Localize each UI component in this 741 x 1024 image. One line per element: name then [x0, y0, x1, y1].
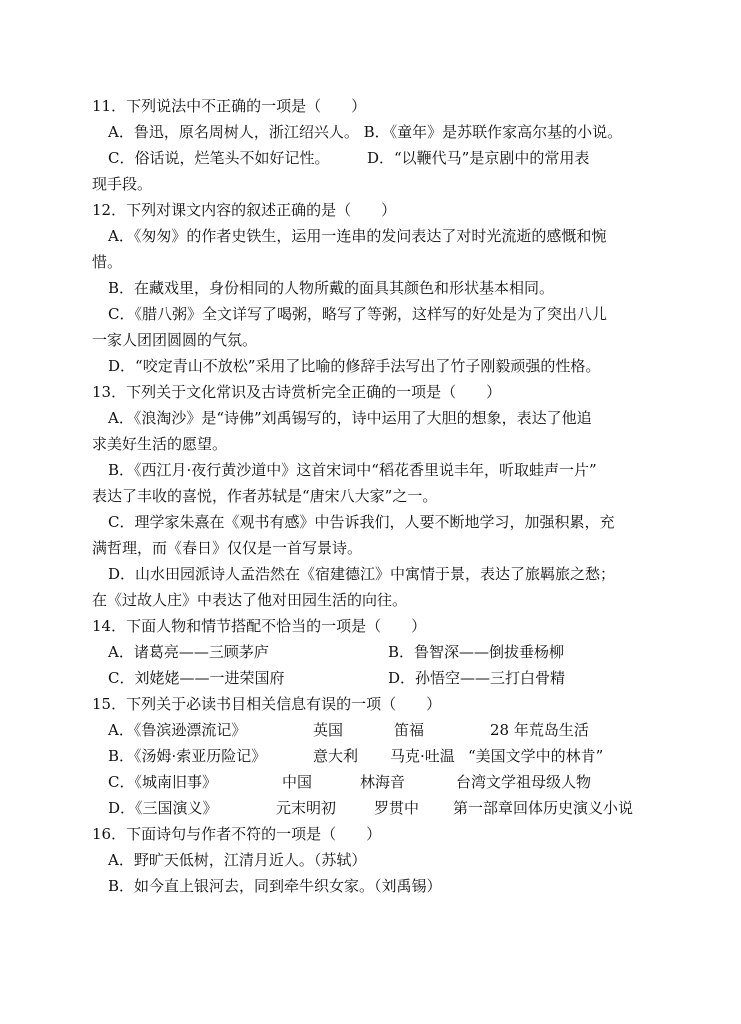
question-15-note: 第一部章回体历史演义小说 — [453, 799, 634, 817]
question-12-option-line: D．“咬定青山不放松”采用了比喻的修辞手法写出了竹子刚毅顽强的性格。 — [108, 357, 601, 375]
question-15-author: 笛福 — [394, 721, 425, 739]
question-13-option-line: 在《过故人庄》中表达了他对田园生活的向往。 — [92, 591, 408, 609]
question-16-option: A．野旷天低树，江清月近人。（苏轼） — [108, 851, 367, 869]
question-14-option: B．鲁智深——倒拔垂杨柳 — [388, 643, 565, 661]
question-16-option: B．如今直上银河去，同到牵牛织女家。（刘禹锡） — [108, 877, 442, 895]
question-13-option-line: C．理学家朱熹在《观书有感》中告诉我们，人要不断地学习，加强积累，充 — [108, 513, 615, 531]
question-13-option-line: A．《浪淘沙》是“诗佛”刘禹锡写的，诗中运用了大胆的想象，表达了他追 — [108, 409, 592, 427]
question-12-stem: 12．下列对课文内容的叙述正确的是（ ） — [92, 201, 397, 219]
question-14-option: A．诸葛亮——三顾茅庐 — [108, 643, 269, 661]
question-13-option-line: 满哲理，而《春日》仅仅是一首写景诗。 — [92, 539, 363, 557]
question-13-option-line: D．山水田园派诗人孟浩然在《宿建德江》中寓情于景，表达了旅羁旅之愁； — [108, 565, 616, 583]
question-13-option-line: 表达了丰收的喜悦，作者苏轼是“唐宋八大家”之一。 — [92, 487, 438, 505]
question-15-book: A．《鲁滨逊漂流记》 — [108, 721, 247, 739]
question-15-book: C．《城南旧事》 — [108, 773, 217, 791]
question-15-country: 英国 — [313, 721, 344, 739]
question-15-author: 罗贯中 — [374, 799, 420, 817]
question-15-note: 28 年荒岛生活 — [490, 721, 589, 739]
question-12-option-line: 惜。 — [92, 253, 123, 271]
question-15-book: D．《三国演义》 — [108, 799, 218, 817]
question-14-option: C．刘姥姥——一进荣国府 — [108, 669, 285, 687]
question-12-option-line: B．在藏戏里，身份相同的人物所戴的面具其颜色和形状基本相同。 — [108, 279, 555, 297]
question-15-author: 马克·吐温 — [390, 747, 455, 765]
question-15-book: B．《汤姆·索亚历险记》 — [108, 747, 267, 765]
question-15-note: “美国文学中的林肯” — [468, 747, 604, 765]
question-15-stem: 15．下列关于必读书目相关信息有误的一项（ ） — [92, 695, 442, 713]
question-12-option-line: A．《匆匆》的作者史铁生，运用一连串的发问表达了对时光流逝的感慨和惋 — [108, 227, 607, 245]
question-13-option-line: 求美好生活的愿望。 — [92, 435, 228, 453]
question-11-option-line: C．俗话说，烂笔头不如好记性。 D．“以鞭代马”是京剧中的常用表 — [108, 149, 590, 167]
question-12-option-line: 一家人团团圆圆的气氛。 — [92, 331, 258, 349]
question-13-option-line: B．《西江月·夜行黄沙道中》这首宋词中“稻花香里说丰年，听取蛙声一片” — [108, 461, 597, 479]
question-11-option-line: A．鲁迅，原名周树人，浙江绍兴人。 B．《童年》是苏联作家高尔基的小说。 — [108, 123, 623, 141]
question-12-option-line: C．《腊八粥》全文详写了喝粥，略写了等粥，这样写的好处是为了突出八儿 — [108, 305, 607, 323]
question-15-country: 元末明初 — [276, 799, 337, 817]
question-11-option-line: 现手段。 — [92, 175, 153, 193]
question-11-stem: 11．下列说法中不正确的一项是（ ） — [92, 97, 367, 115]
question-14-stem: 14．下面人物和情节搭配不恰当的一项是（ ） — [92, 617, 427, 635]
question-14-option: D．孙悟空——三打白骨精 — [388, 669, 566, 687]
question-15-country: 中国 — [282, 773, 313, 791]
question-15-country: 意大利 — [313, 747, 359, 765]
question-15-note: 台湾文学祖母级人物 — [456, 773, 592, 791]
question-13-stem: 13．下列关于文化常识及古诗赏析完全正确的一项是（ ） — [92, 383, 502, 401]
question-16-stem: 16．下面诗句与作者不符的一项是（ ） — [92, 825, 382, 843]
question-15-author: 林海音 — [360, 773, 406, 791]
